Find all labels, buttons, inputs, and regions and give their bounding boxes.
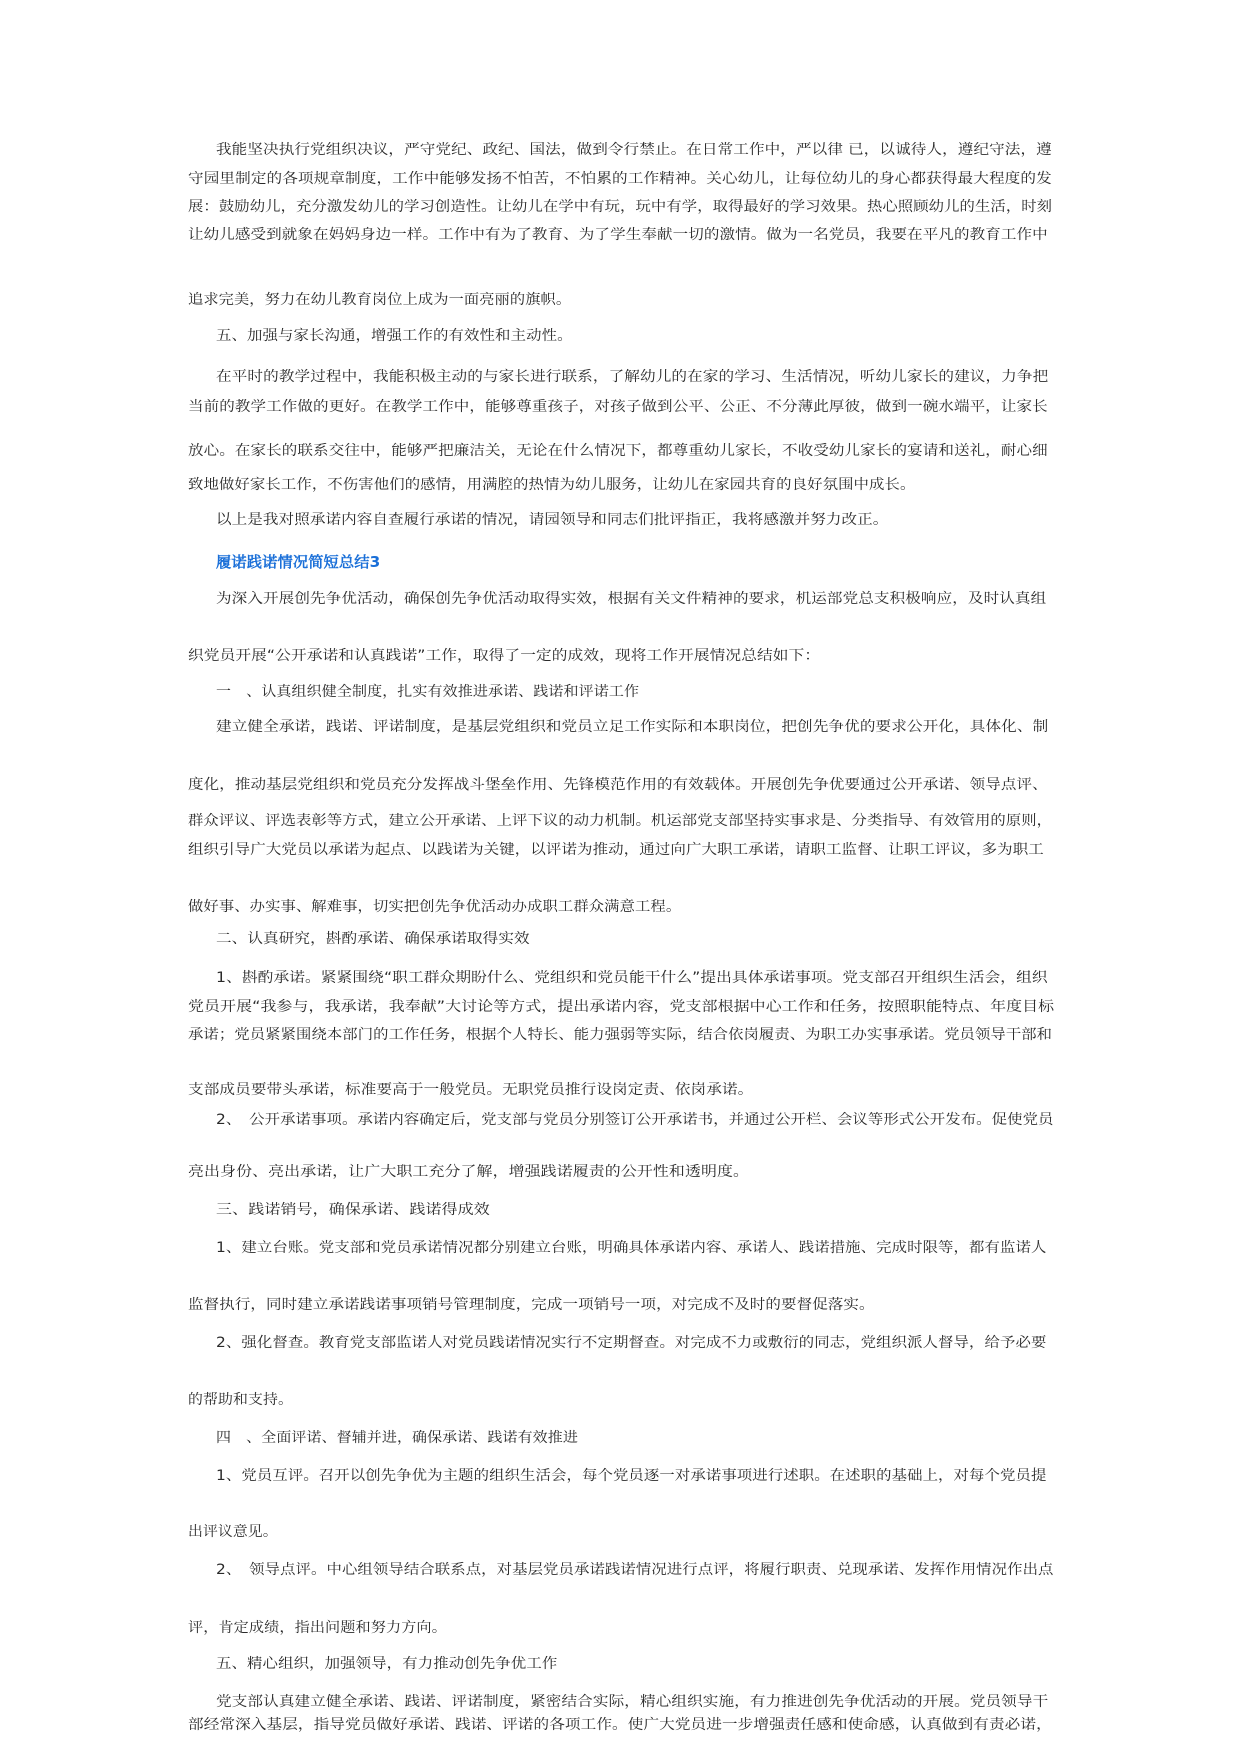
text-line: 一 、认真组织健全制度，扎实有效推进承诺、践诺和评诺工作 <box>216 684 640 700</box>
text-line: 四 、全面评诺、督辅并进，确保承诺、践诺有效推进 <box>216 1430 578 1446</box>
text-line: 亮出身份、亮出承诺，让广大职工充分了解，增强践诺履责的公开性和透明度。 <box>188 1164 750 1180</box>
text-line: 以上是我对照承诺内容自查履行承诺的情况，请园领导和同志们批评指正，我将感激并努力改正。 <box>216 512 889 528</box>
text-line: 1、建立台账。党支部和党员承诺情况都分别建立台账，明确具体承诺内容、承诺人、践诺措施、完成时限等，都有监诺人 <box>216 1240 1047 1256</box>
text-line: 当前的教学工作做的更好。在教学工作中，能够尊重孩子，对孩子做到公平、公正、不分薄此厚彼，做到一碗水端平，让家长 <box>188 399 1048 415</box>
text-line: 监督执行，同时建立承诺践诺事项销号管理制度，完成一项销号一项，对完成不及时的要督促落实。 <box>188 1297 875 1313</box>
text-line: 组织引导广大党员以承诺为起点、以践诺为关键，以评诺为推动，通过向广大职工承诺，请职工监督、让职工评议，多为职工 <box>188 842 1044 858</box>
text-line: 2、强化督查。教育党支部监诺人对党员践诺情况实行不定期督查。对完成不力或敷衍的同志，党组织派人督导，给予必要 <box>216 1335 1047 1351</box>
text-line: 2、 领导点评。中心组领导结合联系点，对基层党员承诺践诺情况进行点评，将履行职责、兑现承诺、发挥作用情况作出点 <box>216 1562 1054 1578</box>
text-line: 织党员开展“公开承诺和认真践诺”工作，取得了一定的成效，现将工作开展情况总结如下： <box>188 648 821 664</box>
text-line: 1、斟酌承诺。紧紧围绕“职工群众期盼什么、党组织和党员能干什么”提出具体承诺事项。党支部召开组织生活会，组织 <box>216 970 1048 986</box>
text-line: 2、 公开承诺事项。承诺内容确定后，党支部与党员分别签订公开承诺书，并通过公开栏、会议等形式公开发布。促使党员 <box>216 1112 1054 1128</box>
text-line: 追求完美，努力在幼儿教育岗位上成为一面亮丽的旗帜。 <box>188 292 572 308</box>
text-line: 承诺；党员紧紧围绕本部门的工作任务，根据个人特长、能力强弱等实际，结合依岗履责、为职工办实事承诺。党员领导干部和 <box>188 1027 1053 1043</box>
text-line: 评，肯定成绩，指出问题和努力方向。 <box>188 1620 447 1636</box>
text-line: 群众评议、评选表彰等方式，建立公开承诺、上评下议的动力机制。机运部党支部坚持实事求是、分类指导、有效管用的原则， <box>188 813 1053 829</box>
text-line: 建立健全承诺，践诺、评诺制度，是基层党组织和党员立足工作实际和本职岗位，把创先争优的要求公开化，具体化、制 <box>216 719 1049 735</box>
text-line: 的帮助和支持。 <box>188 1392 294 1408</box>
text-line: 五、精心组织，加强领导，有力推动创先争优工作 <box>216 1656 558 1672</box>
text-line: 党员开展“我参与，我承诺，我奉献”大讨论等方式，提出承诺内容，党支部根据中心工作和任务，按照职能特点、年度目标 <box>188 999 1055 1015</box>
text-line: 支部成员要带头承诺，标准要高于一般党员。无职党员推行设岗定责、依岗承诺。 <box>188 1082 754 1098</box>
text-line: 部经常深入基层，指导党员做好承诺、践诺、评诺的各项工作。使广大党员进一步增强责任感和使命感，认真做到有责必诺， <box>188 1717 1052 1733</box>
text-line: 展：鼓励幼儿，充分激发幼儿的学习创造性。让幼儿在学中有玩，玩中有学，取得最好的学习效果。热心照顾幼儿的生活，时刻 <box>188 199 1053 215</box>
text-line: 让幼儿感受到就象在妈妈身边一样。工作中有为了教育、为了学生奉献一切的激情。做为一名党员，我要在平凡的教育工作中 <box>188 227 1048 243</box>
text-line: 五、加强与家长沟通，增强工作的有效性和主动性。 <box>216 328 573 344</box>
text-line: 我能坚决执行党组织决议，严守党纪、政纪、国法，做到令行禁止。在日常工作中，严以律 已，以诚待人，遵纪守法，遵 <box>216 142 1052 158</box>
text-line: 党支部认真建立健全承诺、践诺、评诺制度，紧密结合实际，精心组织实施，有力推进创先争优活动的开展。党员领导干 <box>216 1694 1049 1710</box>
text-line: 出评议意见。 <box>188 1524 278 1540</box>
text-line: 三、践诺销号，确保承诺、践诺得成效 <box>216 1202 490 1218</box>
text-line: 守园里制定的各项规章制度，工作中能够发扬不怕苦，不怕累的工作精神。关心幼儿，让每位幼儿的身心都获得最大程度的发 <box>188 171 1052 187</box>
text-line: 度化，推动基层党组织和党员充分发挥战斗堡垒作用、先锋模范作用的有效载体。开展创先争优要通过公开承诺、领导点评、 <box>188 777 1048 793</box>
text-line: 二、认真研究，斟酌承诺、确保承诺取得实效 <box>216 931 530 947</box>
text-line: 做好事、办实事、解难事，切实把创先争优活动办成职工群众满意工程。 <box>188 899 682 915</box>
text-line: 在平时的教学过程中，我能积极主动的与家长进行联系，了解幼儿的在家的学习、生活情况，听幼儿家长的建议，力争把 <box>216 369 1049 385</box>
text-line: 放心。在家长的联系交往中，能够严把廉洁关，无论在什么情况下，都尊重幼儿家长，不收受幼儿家长的宴请和送礼，耐心细 <box>188 443 1048 459</box>
text-line: 为深入开展创先争优活动，确保创先争优活动取得实效，根据有关文件精神的要求，机运部党总支积极响应，及时认真组 <box>216 591 1047 607</box>
text-line: 致地做好家长工作，不伤害他们的感情，用满腔的热情为幼儿服务，让幼儿在家园共育的良好氛围中成长。 <box>188 477 916 493</box>
section-heading: 履诺践诺情况简短总结3 <box>216 554 381 571</box>
text-line: 1、党员互评。召开以创先争优为主题的组织生活会，每个党员逐一对承诺事项进行述职。在述职的基础上，对每个党员提 <box>216 1468 1047 1484</box>
